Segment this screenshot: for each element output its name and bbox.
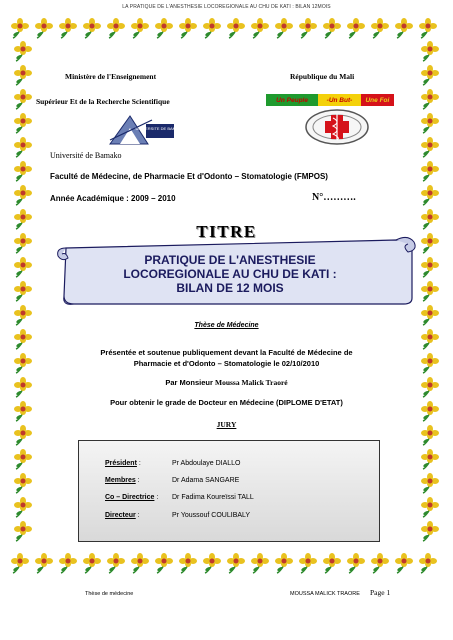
thesis-title-line-2: LOCOREGIONALE AU CHU DE KATI : [123, 267, 337, 281]
thesis-title-line-3: BILAN DE 12 MOIS [176, 281, 284, 295]
presentation-statement [40, 347, 413, 369]
flower-ornament-icon [420, 160, 440, 182]
flower-ornament-icon [13, 352, 33, 374]
top-flower-border [10, 14, 443, 42]
jury-member-name: Dr Adama SANGARE [172, 477, 240, 484]
flower-ornament-icon [154, 17, 174, 39]
flower-ornament-icon [420, 328, 440, 350]
flower-ornament-icon [130, 17, 150, 39]
jury-role: Membres [105, 477, 136, 484]
flower-ornament-icon [418, 17, 438, 39]
left-flower-border [12, 40, 34, 550]
flower-ornament-icon [420, 136, 440, 158]
flower-ornament-icon [13, 520, 33, 542]
flower-ornament-icon [106, 17, 126, 39]
presentation-line-1: Présentée et soutenue publiquement devant la Faculté de Médecine de [100, 348, 353, 357]
flower-ornament-icon [13, 88, 33, 110]
flower-ornament-icon [13, 64, 33, 86]
flower-ornament-icon [202, 552, 222, 574]
jury-separator: : [135, 512, 140, 519]
titre-heading: TITRE [196, 222, 257, 241]
author-line [0, 378, 453, 387]
motto-part-1: Un Peuple [266, 94, 318, 106]
flower-ornament-icon [394, 17, 414, 39]
ministry-line-2: Supérieur Et de la Recherche Scientifique [36, 97, 170, 106]
jury-member-name: Pr Youssouf COULIBALY [172, 512, 251, 519]
jury-row-president [105, 460, 241, 467]
flower-ornament-icon [420, 40, 440, 62]
academic-year: Année Académique : 2009 – 2010 [50, 194, 176, 203]
flower-ornament-icon [226, 17, 246, 39]
flower-ornament-icon [322, 552, 342, 574]
flower-ornament-icon [10, 17, 30, 39]
flower-ornament-icon [13, 448, 33, 470]
flower-ornament-icon [274, 552, 294, 574]
presentation-line-2: Pharmacie et d'Odonto – Stomatologie le 02/10/2010 [133, 359, 320, 368]
jury-row-members [105, 477, 240, 484]
fmpos-logo [304, 108, 370, 146]
flower-ornament-icon [420, 112, 440, 134]
jury-row-director [105, 512, 251, 519]
flower-ornament-icon [130, 552, 150, 574]
jury-member-name: Pr Abdoulaye DIALLO [172, 460, 241, 467]
flower-ornament-icon [10, 552, 30, 574]
faculty-name: Faculté de Médecine, de Pharmacie Et d'Odonto – Stomatologie (FMPOS) [50, 172, 328, 181]
flower-ornament-icon [82, 17, 102, 39]
thesis-type: Thèse de Médecine [194, 322, 259, 329]
flower-ornament-icon [298, 552, 318, 574]
republic-label: République du Mali [290, 72, 355, 81]
flower-ornament-icon [178, 17, 198, 39]
logo-text: UNIVERSITE DE BAMAKO [135, 126, 185, 131]
flower-ornament-icon [13, 256, 33, 278]
jury-role: Président [105, 460, 137, 467]
thesis-title [70, 253, 390, 295]
flower-ornament-icon [418, 552, 438, 574]
motto-part-2: -Un But- [318, 94, 361, 106]
jury-separator: : [135, 477, 140, 484]
flower-ornament-icon [202, 17, 222, 39]
flower-ornament-icon [250, 17, 270, 39]
flower-ornament-icon [13, 184, 33, 206]
flower-ornament-icon [58, 552, 78, 574]
flower-ornament-icon [226, 552, 246, 574]
footer-left: Thèse de médecine [85, 591, 134, 597]
flower-ornament-icon [13, 280, 33, 302]
university-logo [108, 110, 185, 150]
flower-ornament-icon [13, 112, 33, 134]
flower-ornament-icon [420, 448, 440, 470]
author-name: Moussa Malick Traoré [214, 378, 288, 387]
flower-ornament-icon [420, 352, 440, 374]
flower-ornament-icon [82, 552, 102, 574]
flower-ornament-icon [420, 184, 440, 206]
flower-ornament-icon [13, 136, 33, 158]
jury-heading: JURY [216, 420, 237, 429]
flower-ornament-icon [13, 160, 33, 182]
flower-ornament-icon [322, 17, 342, 39]
flower-ornament-icon [154, 552, 174, 574]
flower-ornament-icon [420, 496, 440, 518]
flower-ornament-icon [13, 472, 33, 494]
motto-part-3: Une Foi [361, 94, 394, 106]
flower-ornament-icon [370, 17, 390, 39]
document-number: N°………. [312, 192, 356, 203]
bottom-flower-border [10, 549, 443, 577]
university-name: Université de Bamako [50, 151, 122, 160]
flower-ornament-icon [13, 496, 33, 518]
jury-member-name: Dr Fadima Koureïssi TALL [172, 494, 254, 501]
flower-ornament-icon [298, 17, 318, 39]
page-number: Page 1 [370, 588, 391, 597]
flower-ornament-icon [34, 17, 54, 39]
author-prefix: Par Monsieur [165, 378, 215, 387]
flower-ornament-icon [394, 552, 414, 574]
jury-box [78, 440, 380, 542]
flower-ornament-icon [420, 520, 440, 542]
flower-ornament-icon [178, 552, 198, 574]
jury-role: Directeur [105, 512, 136, 519]
flower-ornament-icon [34, 552, 54, 574]
flower-ornament-icon [13, 328, 33, 350]
flower-ornament-icon [346, 17, 366, 39]
ministry-line-1: Ministère de l'Enseignement [65, 72, 157, 81]
thesis-title-line-1: PRATIQUE DE L'ANESTHESIE [144, 253, 316, 267]
flower-ornament-icon [346, 552, 366, 574]
flower-ornament-icon [420, 64, 440, 86]
flower-ornament-icon [274, 17, 294, 39]
flower-ornament-icon [420, 472, 440, 494]
flower-ornament-icon [13, 40, 33, 62]
running-header: LA PRATIQUE DE L'ANESTHESIE LOCOREGIONALE AU CHU DE KATI : BILAN 12MOIS [122, 4, 331, 10]
jury-role: Co – Directrice [105, 494, 155, 501]
flower-ornament-icon [420, 88, 440, 110]
jury-separator: : [154, 494, 159, 501]
footer-author: MOUSSA MALICK TRAORE [290, 591, 360, 597]
degree-statement: Pour obtenir le grade de Docteur en Médecine (DIPLOME D'ETAT) [110, 398, 343, 407]
flower-ornament-icon [370, 552, 390, 574]
national-motto [266, 94, 394, 106]
flower-ornament-icon [106, 552, 126, 574]
flower-ornament-icon [58, 17, 78, 39]
flower-ornament-icon [250, 552, 270, 574]
jury-row-co-director [105, 494, 254, 501]
jury-separator: : [136, 460, 141, 467]
